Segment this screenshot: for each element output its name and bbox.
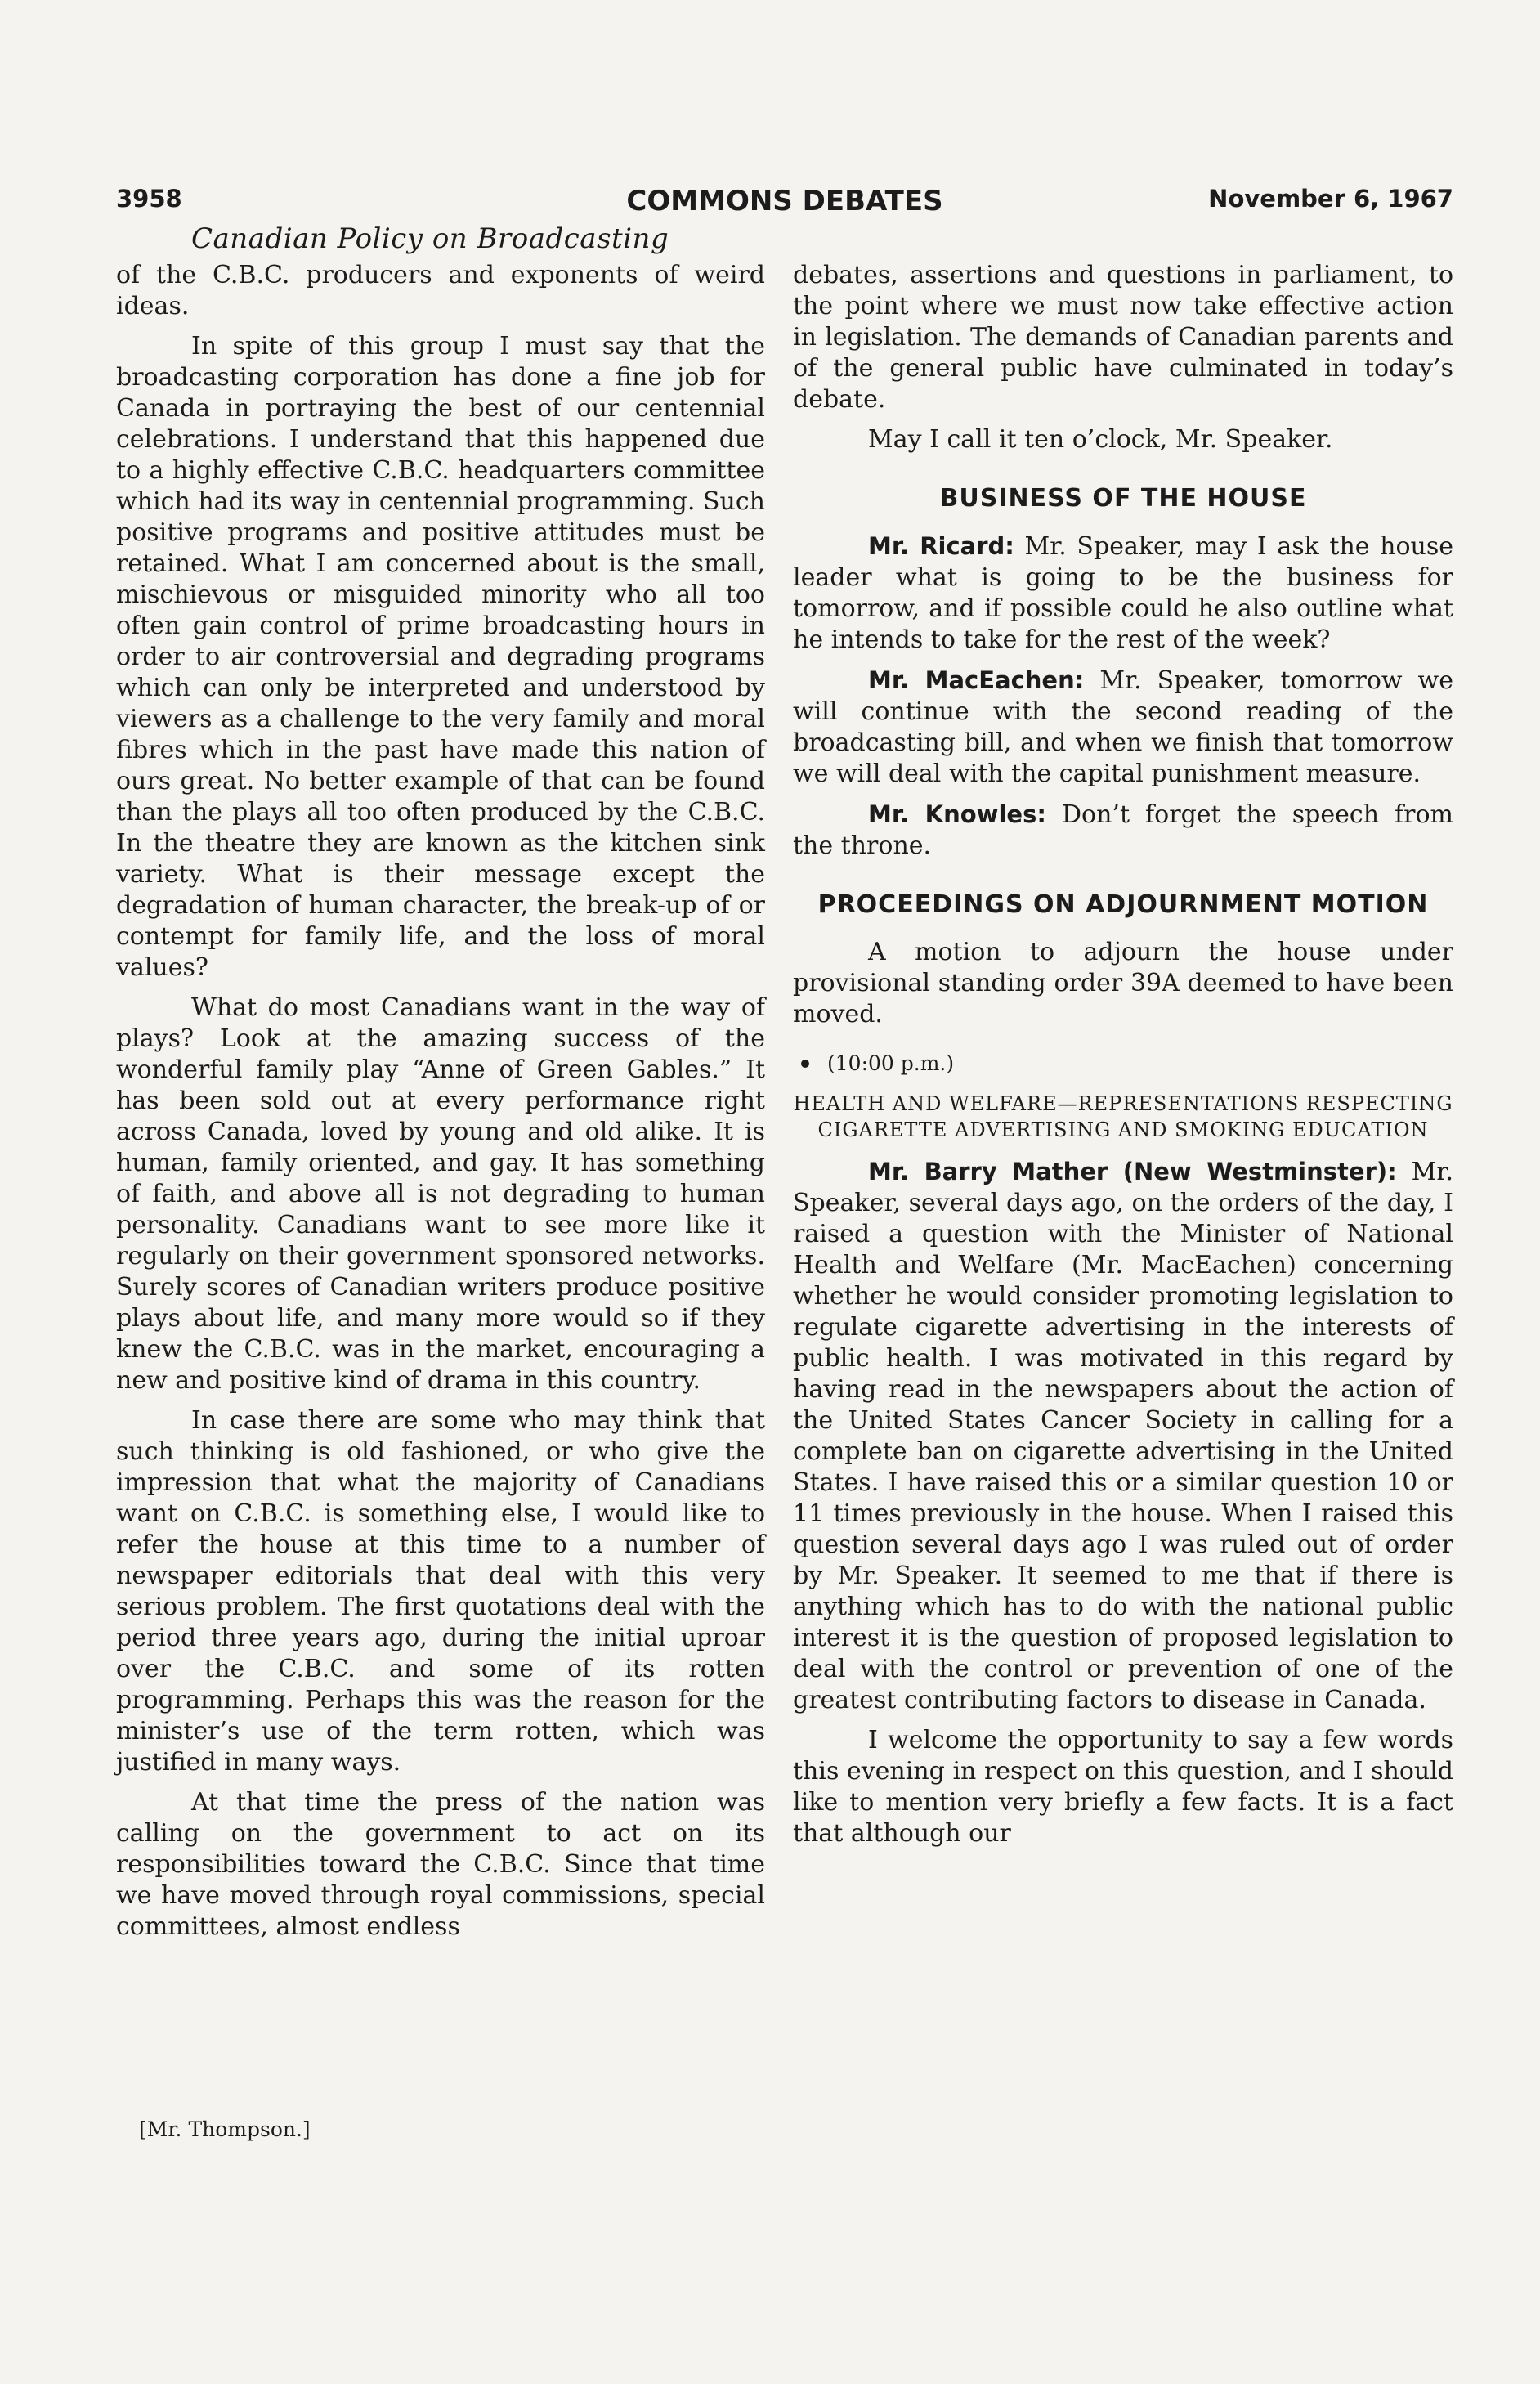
speaker-name: Mr. MacEachen: bbox=[868, 666, 1085, 694]
time-text: (10:00 p.m.) bbox=[827, 1051, 955, 1075]
paragraph: What do most Canadians want in the way of plays? Look at the amazing success of the wonderful family play “Anne of Green Gables.” It has been sold out at every performance right across Canada, loved by young and old alike. It is human, family oriented, and gay. It has something of faith, and above all is not degrading to human personality. Canadians want to see more like it regularly on their government sponsored networks. Surely scores of Canadian writers produce positive plays about life, and many more would so if they knew the C.B.C. was in the market, encouraging a new and positive kind of drama in this country. bbox=[116, 993, 765, 1395]
speech-text: Mr. Speaker, tomorrow we will continue with the second reading of the broadcasting bill, and when we finish that tomorrow we will deal with the capital punishment measure. bbox=[793, 666, 1453, 788]
section-heading: PROCEEDINGS ON ADJOURNMENT MOTION bbox=[817, 890, 1429, 919]
paragraph: At that time the press of the nation was calling on the government to act on its responsibilities toward the C.B.C. Since that time we have moved through royal commissions, special committees, almost endless bbox=[116, 1788, 765, 1941]
paragraph: I welcome the opportunity to say a few words this evening in respect on this question, and I should like to mention very briefly a few facts. It is a fact that although our bbox=[793, 1726, 1453, 1848]
section-heading: BUSINESS OF THE HOUSE bbox=[939, 484, 1307, 513]
speaker-name: Mr. Barry Mather (New Westminster): bbox=[868, 1158, 1397, 1185]
left-column bbox=[116, 260, 765, 1952]
speech-text: Mr. Speaker, may I ask the house leader what is going to be the business for tomorrow, and if possible could he also outline what he intends to take for the rest of the week? bbox=[793, 532, 1453, 654]
paragraph: In spite of this group I must say that the broadcasting corporation has done a fine job for Canada in portraying the best of our centennial celebrations. I understand that this happened due to a highly effective C.B.C. headquarters committee which had its way in centennial programming. Such positive programs and positive attitudes must be retained. What I am concerned about is the small, mischievous or misguided minority who all too often gain control of prime broadcasting hours in order to air controversial and degrading programs which can only be interpreted and understood by viewers as a challenge to the very family and moral fibres which in the past have made this nation of ours great. No better example of that can be found than the plays all too often produced by the C.B.C. In the theatre they are known as the kitchen sink variety. What is their message except the degradation of human character, the break-up of or contempt for family life, and the loss of moral values? bbox=[116, 332, 765, 982]
page-date: November 6, 1967 bbox=[1208, 185, 1453, 213]
speaker-name: Mr. Knowles: bbox=[868, 800, 1046, 828]
publication-title: COMMONS DEBATES bbox=[626, 185, 943, 217]
speech-paragraph bbox=[793, 799, 1453, 862]
paragraph: debates, assertions and questions in parliament, to the point where we must now take effective action in legislation. The demands of Canadian parents and of the general public have culminated in today’s debate. bbox=[793, 261, 1453, 414]
speech-paragraph bbox=[793, 531, 1453, 656]
speech-paragraph bbox=[793, 1156, 1453, 1716]
page-number: 3958 bbox=[116, 185, 182, 213]
paragraph: A motion to adjourn the house under provisional standing order 39A deemed to have been moved. bbox=[793, 938, 1453, 1028]
debate-subject: Canadian Policy on Broadcasting bbox=[191, 222, 669, 255]
speech-paragraph bbox=[793, 665, 1453, 790]
page-header bbox=[116, 181, 1453, 221]
paragraph: In case there are some who may think that such thinking is old fashioned, or who give the impression that what the majority of Canadians want on C.B.C. is something else, I would like to refer the house at this time to a number of newspaper editorials that deal with this very serious problem. The first quotations deal with the period three years ago, during the initial uproar over the C.B.C. and some of its rotten programming. Perhaps this was the reason for the minister’s use of the term rotten, which was justified in many ways. bbox=[116, 1406, 765, 1777]
speech-text: Don’t forget the speech from the throne. bbox=[793, 800, 1454, 860]
speaker-name: Mr. Ricard: bbox=[868, 532, 1014, 560]
speech-text: Mr. Speaker, several days ago, on the orders of the day, I raised a question with the Minister of National Health and Welfare (Mr. MacEachen) concerning whether he would consider promoting legislation to regulate cigarette advertising in the interests of public health. I was motivated in this regard by having read in the newspapers about the action of the United States Cancer Society in calling for a complete ban on cigarette advertising in the United States. I have raised this or a similar question 10 or 11 times previously in the house. When I raised this question several days ago I was ruled out of order by Mr. Speaker. It seemed to me that if there is anything which has to do with the national public interest it is the question of proposed legislation to deal with the control or prevention of one of the greatest contributing factors to disease in Canada. bbox=[793, 1158, 1453, 1714]
time-marker bbox=[793, 1048, 1453, 1079]
paragraph: May I call it ten o’clock, Mr. Speaker. bbox=[868, 425, 1333, 454]
sub-heading: HEALTH AND WELFARE—REPRESENTATIONS RESPECTING CIGARETTE ADVERTISING AND SMOKING EDUCATION bbox=[793, 1092, 1453, 1141]
bullet-icon bbox=[801, 1060, 809, 1068]
speaker-footnote: [Mr. Thompson.] bbox=[139, 2117, 311, 2141]
right-column bbox=[793, 260, 1453, 1858]
paragraph: of the C.B.C. producers and exponents of weird ideas. bbox=[116, 261, 765, 320]
